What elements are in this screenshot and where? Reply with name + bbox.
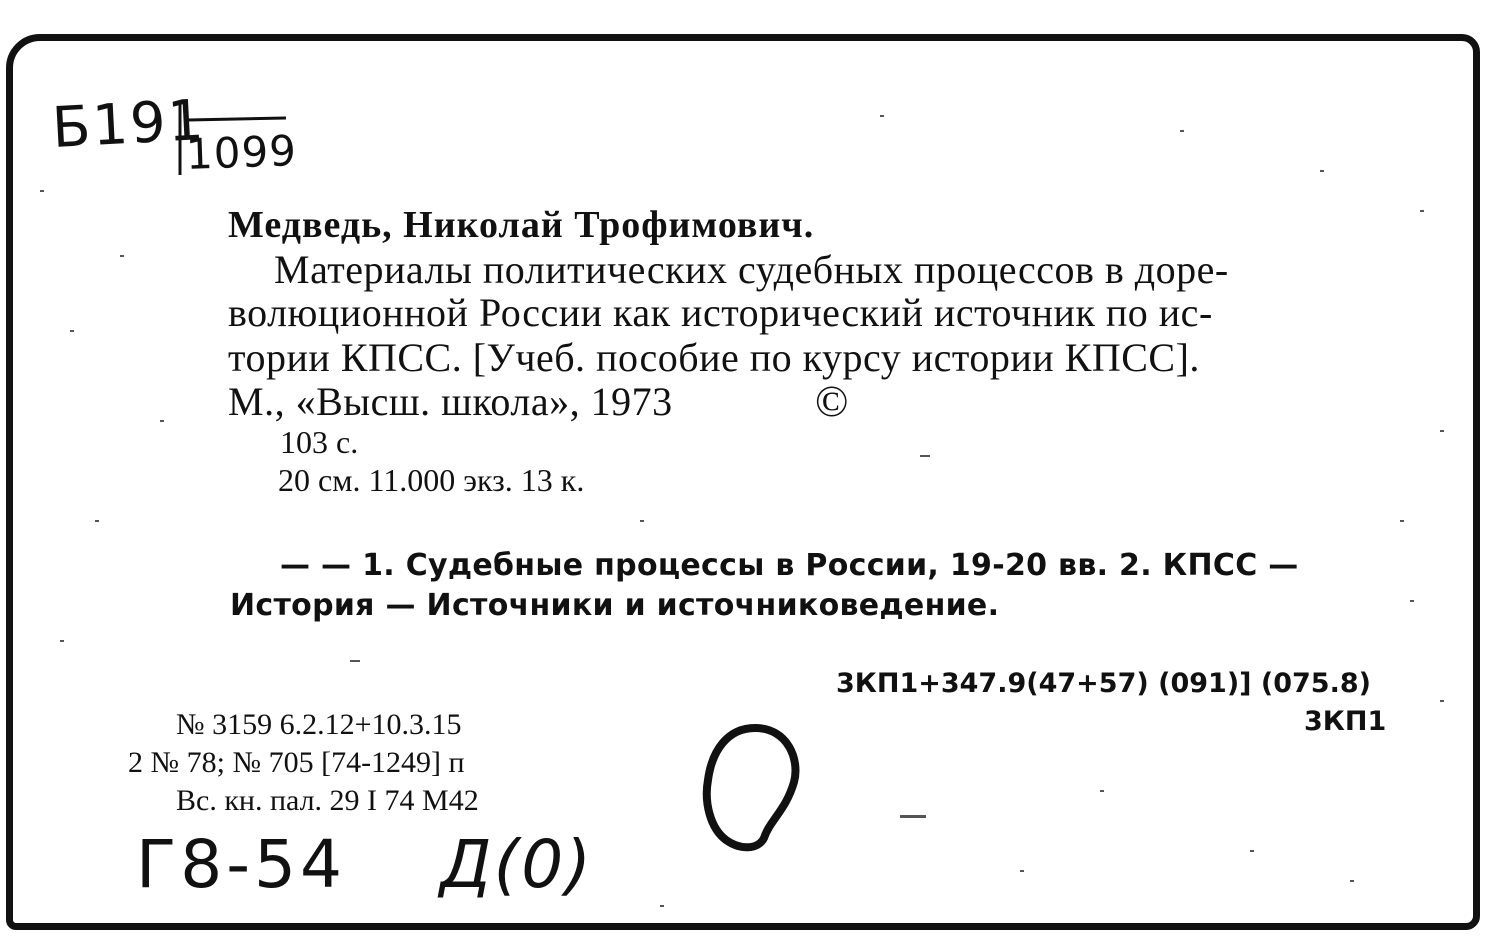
classification-main: 3КП1+347.9(47+57) (091)] (075.8) (836, 668, 1371, 699)
shelfmark-top: Б191 (50, 88, 207, 161)
pages-count: 103 с. (280, 424, 359, 460)
title-line-1: Материалы политических судебных процессов в доре- (274, 247, 1229, 292)
record-line-2: 2 № 78; № 705 [74-1249] п (128, 746, 465, 779)
punch-hole (700, 720, 810, 855)
record-line-3: Вс. кн. пал. 29 I 74 М42 (176, 784, 479, 817)
title-line-3: тории КПСС. [Учеб. пособие по курсу истории КПСС]. (228, 335, 1200, 380)
classification-short: 3КП1 (1304, 706, 1387, 737)
title-line-4: М., «Высш. школа», 1973 (228, 379, 673, 424)
subject-line-2: История — Источники и источниковедение. (230, 588, 1000, 623)
title-line-2: волюционной России как исторический источник по ис- (228, 290, 1213, 335)
format-line: 20 см. 11.000 экз. 13 к. (278, 462, 585, 498)
record-line-1: № 3159 6.2.12+10.3.15 (176, 708, 462, 741)
handwritten-note: Д(0) (440, 826, 594, 903)
copyright-symbol: © (815, 377, 849, 426)
shelfmark-bottom: 1099 (185, 126, 298, 179)
subject-line-1: — — 1. Судебные процессы в России, 19-20 вв. 2. КПСС — (280, 548, 1299, 583)
author-heading: Медведь, Николай Трофимович. (228, 204, 815, 246)
handwritten-code: Г8-54 (136, 826, 347, 903)
